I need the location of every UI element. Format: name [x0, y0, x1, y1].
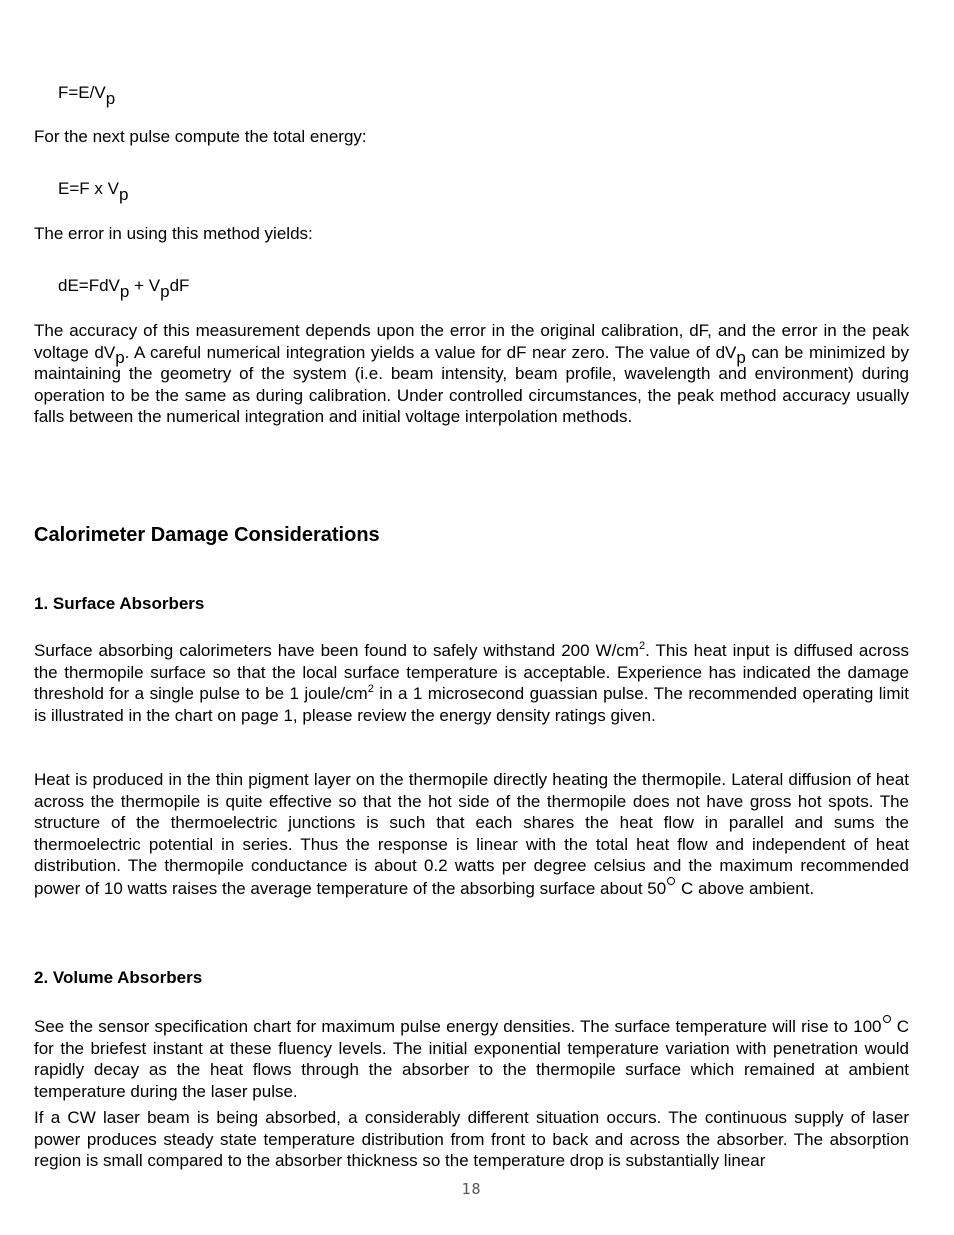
equation-e-main: E=F x V	[58, 179, 119, 198]
equation-de-part-b: + V	[129, 276, 161, 295]
equation-de-part-a: dE=FdV	[58, 276, 120, 295]
surface-p2-text-a: Heat is produced in the thin pigment layer on the thermopile directly heating the thermopile. Lateral diffusion of heat across the thermopile is quite effective so that the hot side of the thermopile does not have gross hot spots. The structure of the thermoelectric junctions is such that each shares the heat flow in parallel and sums the thermoelectric potential in series. Thus the response is linear with the total heat flow and independent of heat distribution. The thermopile conductance is about 0.2 watts per degree celsius and the maximum recommended power of 10 watts raises the average temperature of the absorbing surface about 50	[34, 770, 909, 898]
equation-de-sub-2: p	[160, 282, 170, 301]
equation-f-subscript: p	[105, 89, 116, 108]
equation-de	[58, 276, 190, 301]
volume-p1-text-b: C for the briefest instant at these fluency levels. The initial exponential temperature variation with penetration would rapidly decay as the heat flows through the absorber to the thermopile surface which remained at ambient temperature during the laser pulse.	[34, 1017, 910, 1101]
surface-absorbers-heading: 1. Surface Absorbers	[34, 594, 205, 613]
equation-de-sub-1: p	[119, 282, 130, 301]
intro-next-pulse: For the next pulse compute the total energy:	[34, 127, 367, 146]
surface-p2-text-b: C above ambient.	[676, 878, 815, 898]
document-page	[34, 0, 909, 1235]
equation-e	[58, 179, 129, 204]
surface-p1-sup-1: 2	[638, 640, 646, 652]
accuracy-sub-1: p	[115, 347, 125, 367]
page-number: 18	[461, 1180, 482, 1198]
section-title: Calorimeter Damage Considerations	[34, 524, 380, 546]
accuracy-sub-2: p	[736, 347, 746, 367]
equation-f	[58, 83, 116, 108]
surface-paragraph-1	[34, 640, 909, 726]
equation-e-subscript: p	[118, 185, 129, 204]
equation-de-part-c: dF	[169, 276, 190, 295]
surface-paragraph-2	[34, 769, 909, 899]
accuracy-text-2: . A careful numerical integration yields a value for dF near zero. The value of dV	[124, 342, 737, 362]
accuracy-text-3: can be minimized by maintaining the geometry of the system (i.e. beam intensity, beam profile, wavelength and environment) during operation to be the same as during calibration. Under controlled circumstances, the peak method accuracy usually falls between the numerical integration and initial voltage interpolation methods.	[34, 342, 910, 426]
volume-paragraph-1	[34, 1015, 909, 1102]
surface-p1-text-a: Surface absorbing calorimeters have been found to safely withstand 200 W/cm	[34, 641, 639, 660]
accuracy-text-1: The accuracy of this measurement depends upon the error in the original calibration, dF, and the error in the peak voltage dV	[34, 321, 909, 362]
intro-error: The error in using this method yields:	[34, 224, 313, 243]
degree-symbol	[667, 877, 675, 885]
surface-p1-text-b: . This heat input is diffused across the thermopile surface so that the local surface temperature is acceptable. Experience has indicated the damage threshold for a single pulse to be 1 joule/cm	[34, 641, 909, 703]
surface-p1-sup-2: 2	[367, 683, 374, 695]
degree-symbol	[883, 1015, 891, 1023]
volume-absorbers-heading: 2. Volume Absorbers	[34, 968, 203, 987]
volume-p1-text-a: See the sensor specification chart for maximum pulse energy densities. The surface temperature will rise to 100	[34, 1017, 882, 1036]
surface-p1-text-c: in a 1 microsecond guassian pulse. The recommended operating limit is illustrated in the chart on page 1, please review the energy density ratings given.	[34, 684, 909, 725]
equation-f-main: F=E/V	[58, 83, 106, 102]
volume-paragraph-2: If a CW laser beam is being absorbed, a considerably different situation occurs. The continuous supply of laser power produces steady state temperature distribution from front to back and across the absorber. The absorption region is small compared to the absorber thickness so the temperature drop is substantially linear	[34, 1108, 909, 1170]
accuracy-paragraph	[34, 320, 909, 428]
